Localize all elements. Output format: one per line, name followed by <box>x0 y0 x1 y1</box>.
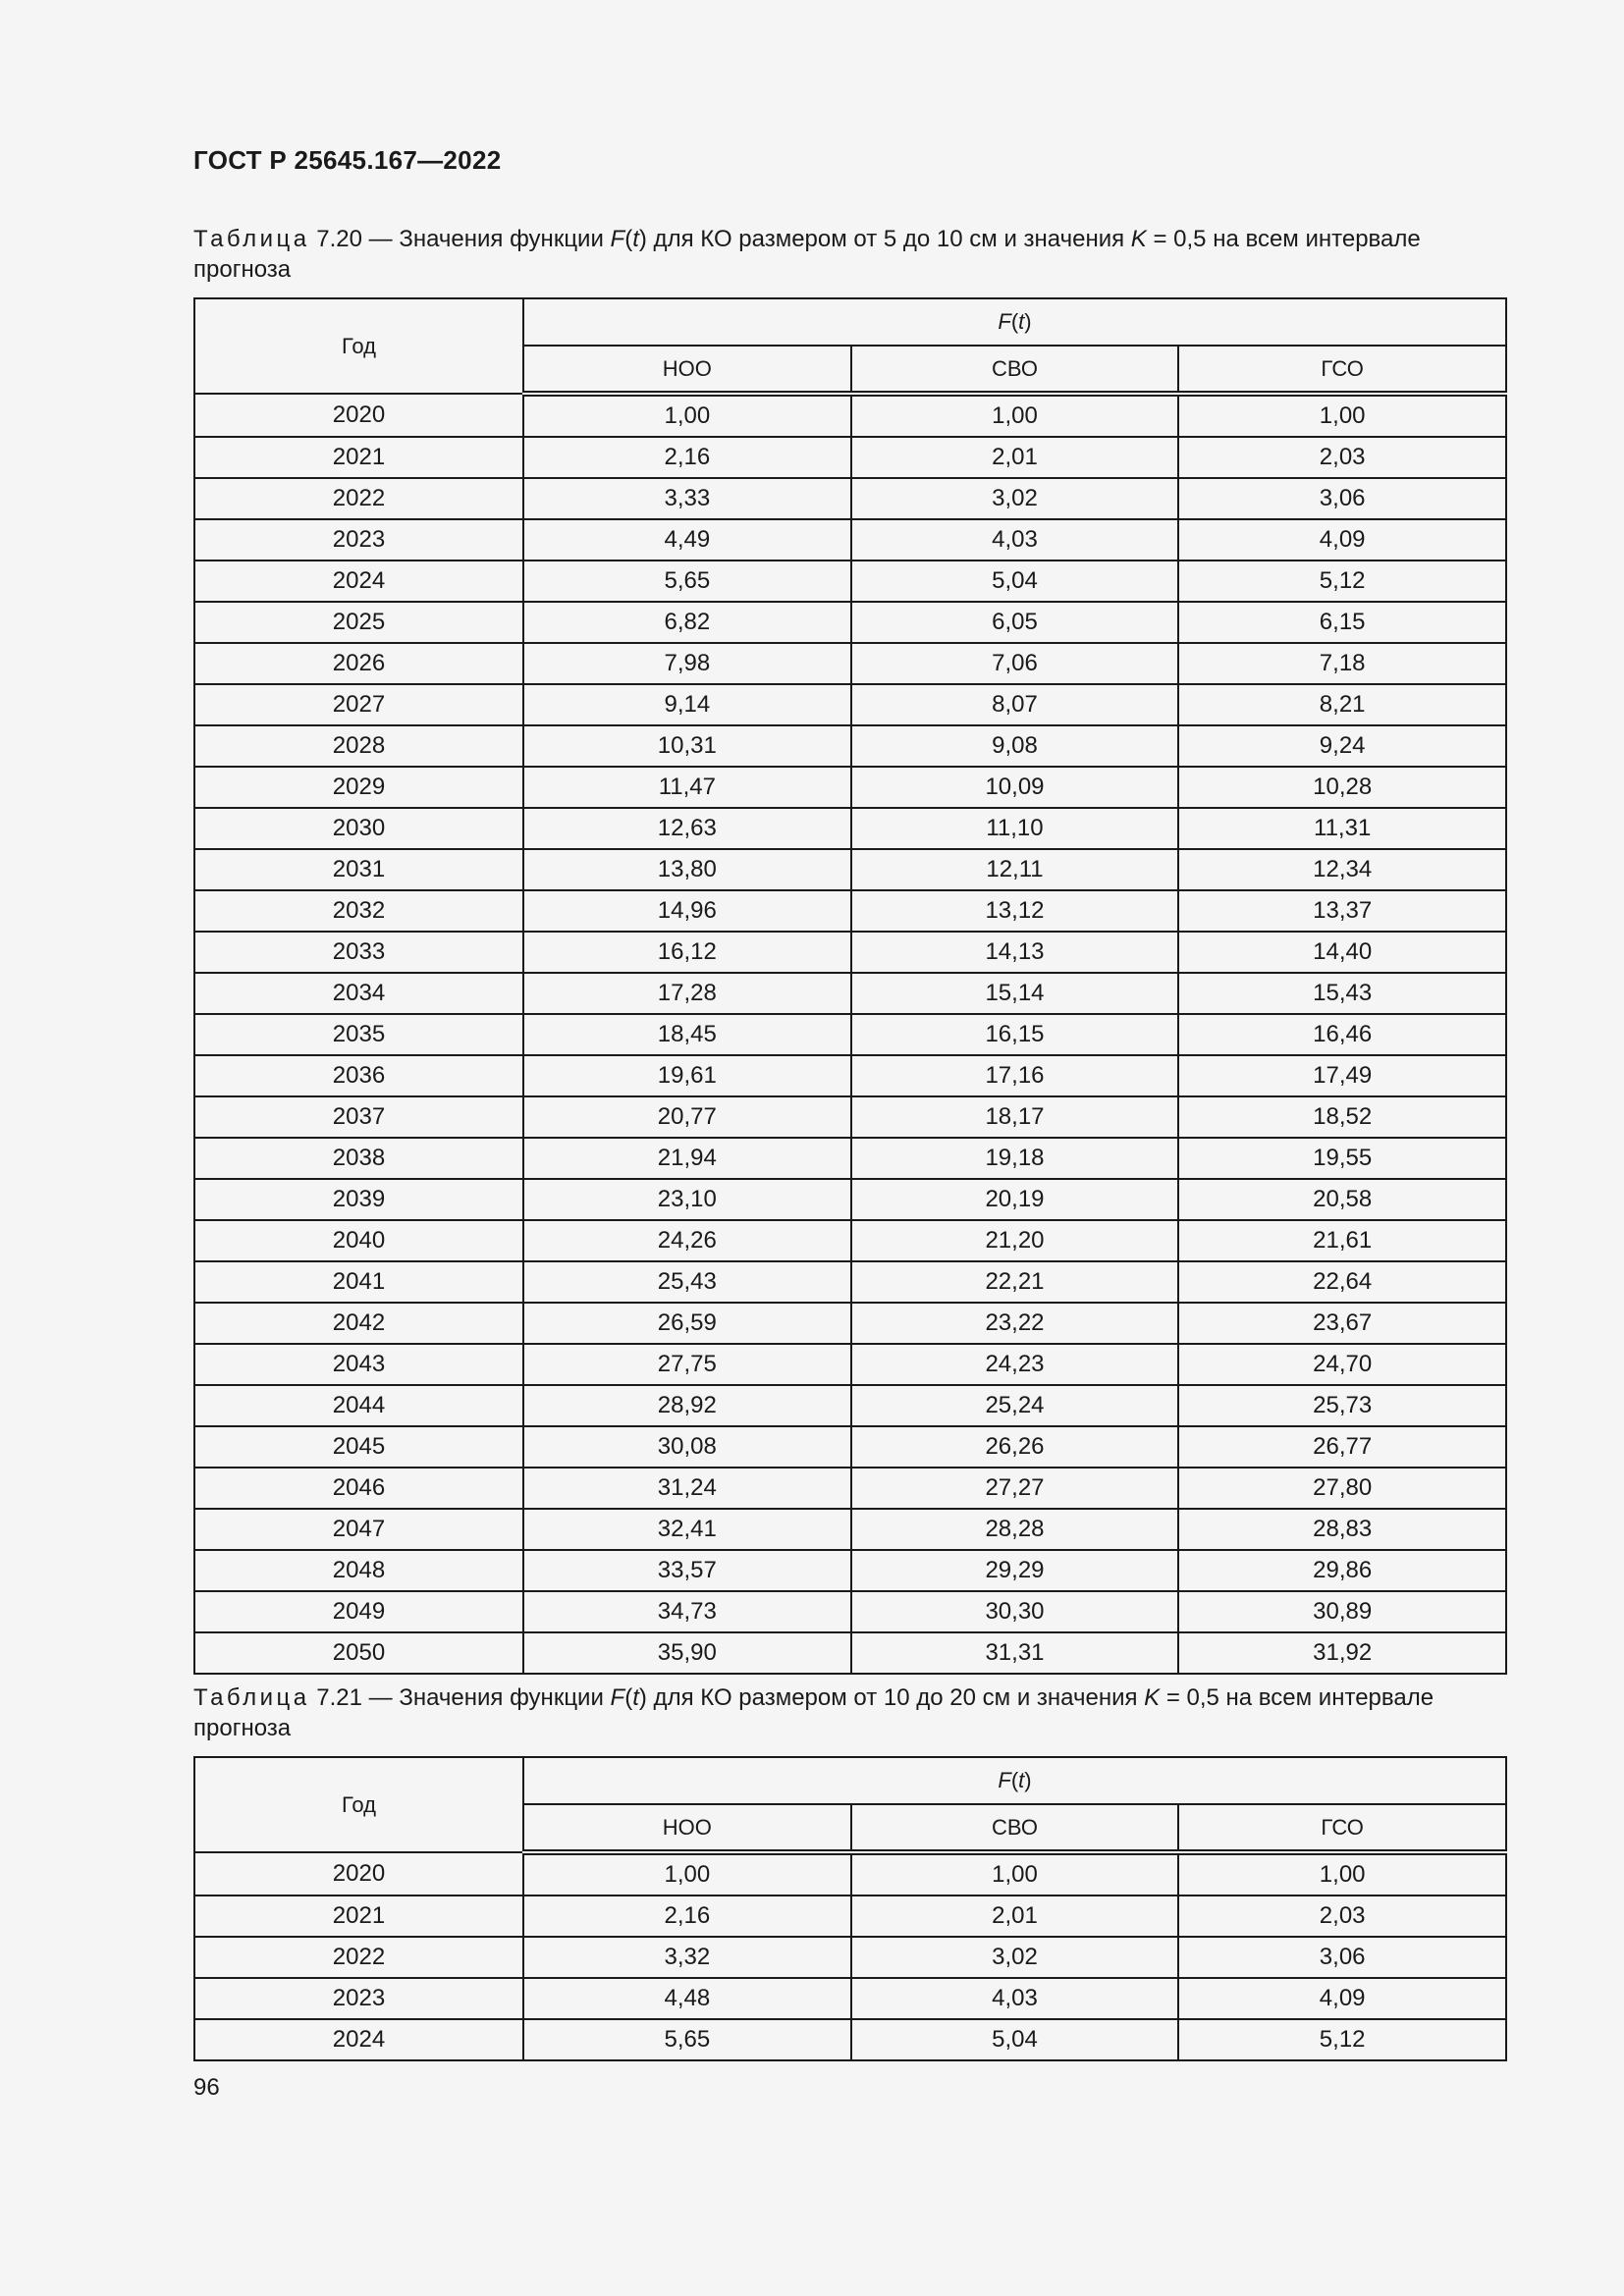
table-cell: 5,65 <box>523 2019 851 2060</box>
table-cell: 25,73 <box>1178 1385 1506 1426</box>
table-cell: 22,21 <box>851 1261 1179 1303</box>
table-cell: 31,31 <box>851 1632 1179 1674</box>
table-cell: 2036 <box>194 1055 523 1096</box>
table-row <box>194 1896 1506 1937</box>
table-cell: 23,67 <box>1178 1303 1506 1344</box>
table-cell: 28,92 <box>523 1385 851 1426</box>
table-cell: 4,49 <box>523 519 851 561</box>
table-cell: 7,18 <box>1178 643 1506 684</box>
table-row <box>194 1385 1506 1426</box>
table-cell: 2023 <box>194 519 523 561</box>
table1-func-t: t <box>632 226 639 252</box>
table1-col-ft-f: F <box>998 309 1011 334</box>
table2-col-gso: ГСО <box>1178 1804 1506 1852</box>
table-cell: 20,58 <box>1178 1179 1506 1220</box>
table-cell: 19,61 <box>523 1055 851 1096</box>
table-cell: 11,10 <box>851 808 1179 849</box>
table-cell: 12,11 <box>851 849 1179 890</box>
table-row <box>194 1303 1506 1344</box>
table-row <box>194 1550 1506 1591</box>
table-cell: 23,22 <box>851 1303 1179 1344</box>
table-cell: 2021 <box>194 1896 523 1937</box>
table-cell: 2049 <box>194 1591 523 1632</box>
table-cell: 2034 <box>194 973 523 1014</box>
table-cell: 6,82 <box>523 602 851 643</box>
table-cell: 27,27 <box>851 1468 1179 1509</box>
table-cell: 2038 <box>194 1138 523 1179</box>
table2 <box>193 1756 1507 2061</box>
table-cell: 1,00 <box>851 394 1179 437</box>
table-cell: 29,29 <box>851 1550 1179 1591</box>
table-cell: 2020 <box>194 394 523 437</box>
table-cell: 26,59 <box>523 1303 851 1344</box>
table-cell: 32,41 <box>523 1509 851 1550</box>
table-cell: 1,00 <box>851 1852 1179 1896</box>
table-cell: 2048 <box>194 1550 523 1591</box>
table1-col-gso: ГСО <box>1178 346 1506 394</box>
table-cell: 2027 <box>194 684 523 725</box>
table-cell: 2029 <box>194 767 523 808</box>
table-cell: 2031 <box>194 849 523 890</box>
table-cell: 17,49 <box>1178 1055 1506 1096</box>
table-cell: 2045 <box>194 1426 523 1468</box>
table-cell: 2026 <box>194 643 523 684</box>
table-cell: 2040 <box>194 1220 523 1261</box>
table-cell: 3,06 <box>1178 1937 1506 1978</box>
table-cell: 31,92 <box>1178 1632 1506 1674</box>
table-cell: 17,28 <box>523 973 851 1014</box>
table-cell: 1,00 <box>1178 394 1506 437</box>
table-cell: 13,80 <box>523 849 851 890</box>
table-cell: 17,16 <box>851 1055 1179 1096</box>
table-row <box>194 602 1506 643</box>
table1-func-f: F <box>610 226 625 252</box>
table-cell: 27,75 <box>523 1344 851 1385</box>
table-cell: 26,26 <box>851 1426 1179 1468</box>
table-cell: 20,77 <box>523 1096 851 1138</box>
table-cell: 14,13 <box>851 932 1179 973</box>
table-cell: 5,12 <box>1178 2019 1506 2060</box>
table-cell: 28,83 <box>1178 1509 1506 1550</box>
table-row <box>194 643 1506 684</box>
table-cell: 2028 <box>194 725 523 767</box>
table-cell: 34,73 <box>523 1591 851 1632</box>
table-cell: 30,08 <box>523 1426 851 1468</box>
table-cell: 2,03 <box>1178 1896 1506 1937</box>
table-row <box>194 890 1506 932</box>
table-cell: 21,20 <box>851 1220 1179 1261</box>
table2-col-ft: F(t) <box>523 1757 1506 1804</box>
table-cell: 22,64 <box>1178 1261 1506 1303</box>
table-cell: 14,40 <box>1178 932 1506 973</box>
table-cell: 4,09 <box>1178 1978 1506 2019</box>
table-cell: 2024 <box>194 561 523 602</box>
table-cell: 21,61 <box>1178 1220 1506 1261</box>
table-cell: 16,15 <box>851 1014 1179 1055</box>
table1-caption-text-2: для КО размером от 5 до 10 см и значения <box>646 226 1131 252</box>
table-cell: 4,48 <box>523 1978 851 2019</box>
table-cell: 2050 <box>194 1632 523 1674</box>
table-cell: 2037 <box>194 1096 523 1138</box>
table-cell: 2046 <box>194 1468 523 1509</box>
table-cell: 1,00 <box>523 1852 851 1896</box>
table2-col-noo: НОО <box>523 1804 851 1852</box>
table-row <box>194 1014 1506 1055</box>
table-cell: 2033 <box>194 932 523 973</box>
table2-caption: Таблица 7.21 — Значения функции F(t) для КО размером от 10 до 20 см и значения K = 0,5 на всем интервале прогноза <box>193 1684 1435 1741</box>
table-cell: 20,19 <box>851 1179 1179 1220</box>
page-number: 96 <box>193 2074 220 2101</box>
table-row <box>194 1632 1506 1674</box>
table-cell: 10,31 <box>523 725 851 767</box>
table-cell: 5,04 <box>851 2019 1179 2060</box>
table1-body <box>194 394 1506 1674</box>
table-cell: 30,30 <box>851 1591 1179 1632</box>
table-row <box>194 1591 1506 1632</box>
table-row <box>194 808 1506 849</box>
table-cell: 24,23 <box>851 1344 1179 1385</box>
table-cell: 13,37 <box>1178 890 1506 932</box>
table-cell: 28,28 <box>851 1509 1179 1550</box>
table-cell: 2041 <box>194 1261 523 1303</box>
table2-col-year: Год <box>194 1757 523 1852</box>
table-row <box>194 561 1506 602</box>
table-cell: 25,24 <box>851 1385 1179 1426</box>
table-cell: 2,16 <box>523 437 851 478</box>
table-row <box>194 1179 1506 1220</box>
table-cell: 2022 <box>194 1937 523 1978</box>
table2-col-ft-t: t <box>1018 1768 1025 1792</box>
table-cell: 6,05 <box>851 602 1179 643</box>
table-cell: 35,90 <box>523 1632 851 1674</box>
table-row <box>194 1220 1506 1261</box>
table-cell: 9,24 <box>1178 725 1506 767</box>
table-cell: 2047 <box>194 1509 523 1550</box>
table-cell: 2023 <box>194 1978 523 2019</box>
table-cell: 2022 <box>194 478 523 519</box>
table-row <box>194 684 1506 725</box>
table2-func-t: t <box>632 1684 639 1711</box>
table-row <box>194 1261 1506 1303</box>
table-cell: 2,16 <box>523 1896 851 1937</box>
table-row <box>194 437 1506 478</box>
table-cell: 2043 <box>194 1344 523 1385</box>
table-cell: 8,21 <box>1178 684 1506 725</box>
table-row <box>194 932 1506 973</box>
table-cell: 3,02 <box>851 478 1179 519</box>
table-cell: 19,55 <box>1178 1138 1506 1179</box>
table1-caption: Таблица 7.20 — Значения функции F(t) для КО размером от 5 до 10 см и значения K = 0,5 на всем интервале прогноза <box>193 226 1421 283</box>
table-row <box>194 394 1506 437</box>
table-cell: 29,86 <box>1178 1550 1506 1591</box>
table-cell: 5,65 <box>523 561 851 602</box>
table-cell: 2020 <box>194 1852 523 1896</box>
table-cell: 2030 <box>194 808 523 849</box>
table-cell: 2025 <box>194 602 523 643</box>
table-cell: 23,10 <box>523 1179 851 1220</box>
table-cell: 31,24 <box>523 1468 851 1509</box>
document-header: ГОСТ Р 25645.167—2022 <box>193 145 502 175</box>
table1-col-svo: СВО <box>851 346 1179 394</box>
table2-func-f: F <box>610 1684 625 1711</box>
table-cell: 2,03 <box>1178 437 1506 478</box>
table-cell: 4,03 <box>851 519 1179 561</box>
table1-caption-label: Таблица <box>193 226 310 252</box>
table-row <box>194 2019 1506 2060</box>
table-cell: 26,77 <box>1178 1426 1506 1468</box>
table-cell: 3,33 <box>523 478 851 519</box>
table-row <box>194 1509 1506 1550</box>
table1-caption-text-3: = 0,5 на всем интервале прогноза <box>193 226 1421 283</box>
table1 <box>193 297 1507 1675</box>
table-cell: 8,07 <box>851 684 1179 725</box>
table1-caption-number: 7.20 <box>316 226 362 252</box>
table-row <box>194 725 1506 767</box>
table-cell: 24,26 <box>523 1220 851 1261</box>
table2-caption-text-3: = 0,5 на всем интервале прогноза <box>193 1684 1435 1741</box>
table2-k-symbol: K <box>1144 1684 1161 1711</box>
table-cell: 11,31 <box>1178 808 1506 849</box>
table-cell: 30,89 <box>1178 1591 1506 1632</box>
table-cell: 33,57 <box>523 1550 851 1591</box>
table1-k-symbol: K <box>1130 226 1147 252</box>
table2-caption-text-2: для КО размером от 10 до 20 см и значения <box>646 1684 1145 1711</box>
table2-caption-number: 7.21 <box>316 1684 362 1711</box>
table-cell: 5,04 <box>851 561 1179 602</box>
table-row <box>194 1138 1506 1179</box>
table-cell: 18,52 <box>1178 1096 1506 1138</box>
table-cell: 2024 <box>194 2019 523 2060</box>
table-cell: 12,34 <box>1178 849 1506 890</box>
table-row <box>194 1426 1506 1468</box>
table-cell: 4,09 <box>1178 519 1506 561</box>
table2-col-ft-f: F <box>998 1768 1011 1792</box>
table-cell: 19,18 <box>851 1138 1179 1179</box>
table-cell: 27,80 <box>1178 1468 1506 1509</box>
table-cell: 2,01 <box>851 1896 1179 1937</box>
table-cell: 2032 <box>194 890 523 932</box>
table-cell: 6,15 <box>1178 602 1506 643</box>
table-row <box>194 973 1506 1014</box>
table-cell: 10,09 <box>851 767 1179 808</box>
table-cell: 9,08 <box>851 725 1179 767</box>
table-cell: 2042 <box>194 1303 523 1344</box>
table2-col-svo: СВО <box>851 1804 1179 1852</box>
table-cell: 2021 <box>194 437 523 478</box>
table-cell: 9,14 <box>523 684 851 725</box>
table-row <box>194 478 1506 519</box>
table-cell: 24,70 <box>1178 1344 1506 1385</box>
table-row <box>194 1937 1506 1978</box>
table-cell: 15,43 <box>1178 973 1506 1014</box>
table-cell: 18,17 <box>851 1096 1179 1138</box>
table-cell: 21,94 <box>523 1138 851 1179</box>
table-cell: 3,02 <box>851 1937 1179 1978</box>
table-cell: 16,46 <box>1178 1014 1506 1055</box>
table-row <box>194 1978 1506 2019</box>
table-cell: 25,43 <box>523 1261 851 1303</box>
table-cell: 2035 <box>194 1014 523 1055</box>
table-cell: 1,00 <box>523 394 851 437</box>
table-cell: 2,01 <box>851 437 1179 478</box>
table1-col-year: Год <box>194 298 523 394</box>
table-cell: 13,12 <box>851 890 1179 932</box>
table-row <box>194 519 1506 561</box>
table-cell: 3,32 <box>523 1937 851 1978</box>
table-cell: 5,12 <box>1178 561 1506 602</box>
table1-col-ft: F(t) <box>523 298 1506 346</box>
table-cell: 2039 <box>194 1179 523 1220</box>
table-row <box>194 849 1506 890</box>
table-cell: 7,98 <box>523 643 851 684</box>
table-cell: 1,00 <box>1178 1852 1506 1896</box>
table-cell: 18,45 <box>523 1014 851 1055</box>
table1-caption-text-1: — Значения функции <box>362 226 611 252</box>
table-cell: 15,14 <box>851 973 1179 1014</box>
table1-col-ft-t: t <box>1018 309 1025 334</box>
table-row <box>194 1096 1506 1138</box>
table-cell: 12,63 <box>523 808 851 849</box>
table2-body <box>194 1852 1506 2060</box>
table2-caption-label: Таблица <box>193 1684 310 1711</box>
table-cell: 10,28 <box>1178 767 1506 808</box>
table-row <box>194 1344 1506 1385</box>
table-cell: 14,96 <box>523 890 851 932</box>
table-cell: 4,03 <box>851 1978 1179 2019</box>
table-row <box>194 767 1506 808</box>
table-cell: 3,06 <box>1178 478 1506 519</box>
table-cell: 11,47 <box>523 767 851 808</box>
table-cell: 7,06 <box>851 643 1179 684</box>
table-row <box>194 1468 1506 1509</box>
table1-col-noo: НОО <box>523 346 851 394</box>
table-row <box>194 1852 1506 1896</box>
table2-caption-text-1: — Значения функции <box>362 1684 611 1711</box>
table-cell: 16,12 <box>523 932 851 973</box>
table-row <box>194 1055 1506 1096</box>
table-cell: 2044 <box>194 1385 523 1426</box>
